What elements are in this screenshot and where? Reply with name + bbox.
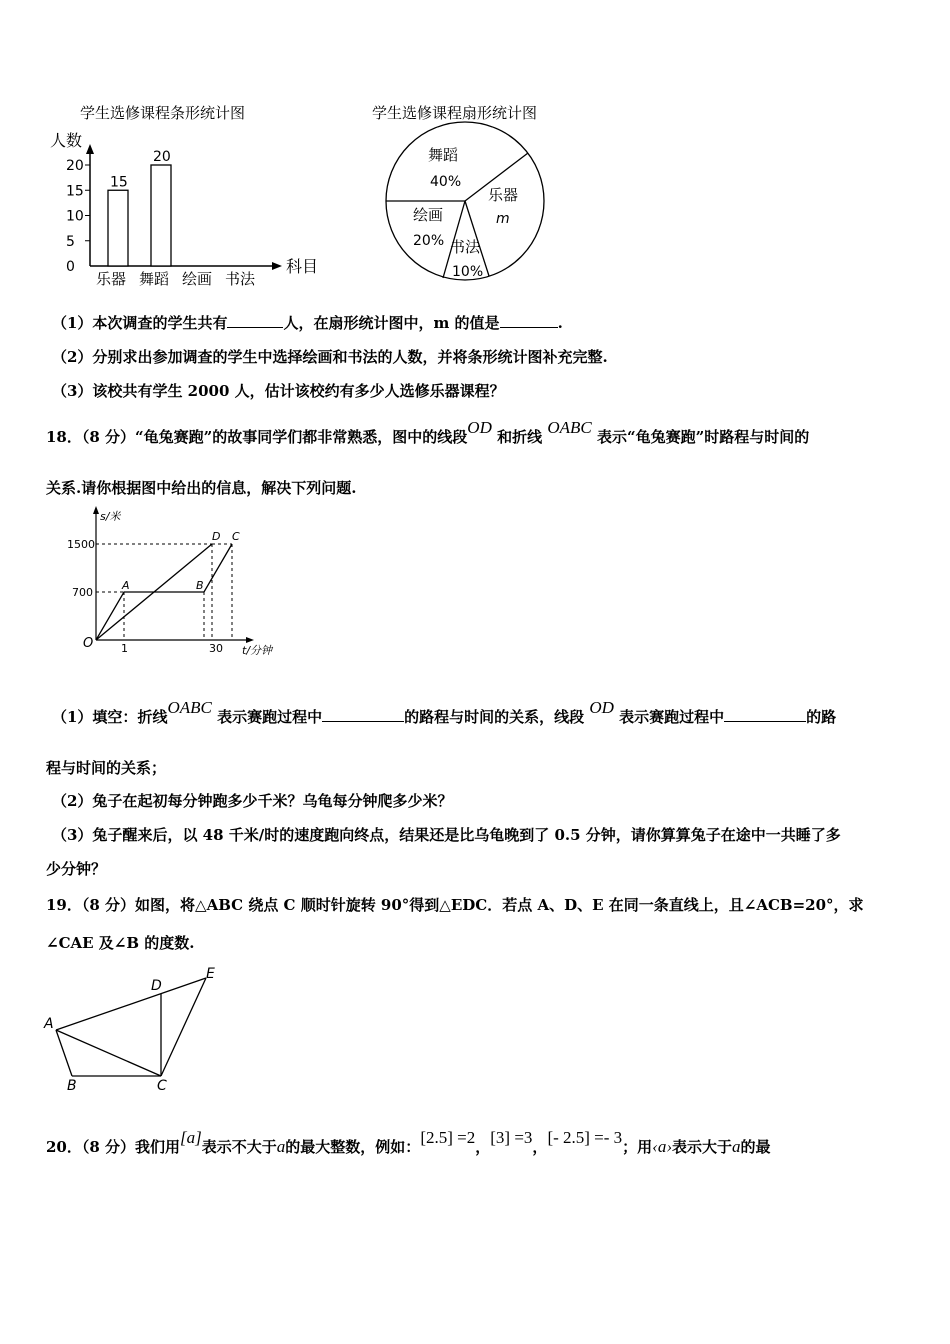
pie-slice-value: 20%: [413, 233, 445, 249]
q19-stem-line2: ∠CAE 及∠B 的度数.: [46, 934, 195, 952]
bar-chart-ytick: 15: [66, 183, 84, 200]
bar-chart-xtick: 乐器: [96, 270, 127, 288]
race-graph-ytick: 1500: [67, 538, 95, 551]
pie-slice-label: 绘画: [413, 206, 444, 224]
race-graph: [67, 504, 290, 664]
race-graph-y-label: s/米: [100, 510, 121, 523]
example-1: [2.5] =2: [420, 1128, 476, 1147]
bar-chart-ytick: 20: [66, 158, 84, 174]
bar-value-label: 15: [110, 174, 128, 191]
bar-chart-x-arrow: [272, 262, 282, 270]
bar-chart-ylabel: 人数: [50, 131, 83, 150]
vertex-label: B: [67, 1078, 77, 1094]
point-label: A: [122, 579, 130, 592]
vertex-label: C: [157, 1078, 167, 1094]
ceil-symbol: ‹a›: [652, 1137, 673, 1156]
pie-slice-value: 40%: [430, 174, 462, 190]
bar-chart-xlabel: 科目: [286, 257, 319, 276]
polyline-oabc: OABC: [547, 418, 592, 437]
vertex-label: A: [44, 1016, 54, 1032]
floor-symbol: [a]: [180, 1128, 202, 1147]
pie-slice-label: 书法: [450, 238, 481, 256]
pie-slice-label: 舞蹈: [428, 146, 459, 164]
q20-stem: 20．（8 分）我们用[a]表示不大于a的最大整数，例如：[2.5] =2，[3] =3，[- 2.5] =- 3；用‹a›表示大于a的最: [46, 1128, 771, 1156]
answer-blank[interactable]: [724, 709, 806, 722]
race-graph-ytick: 700: [72, 586, 93, 599]
q17-part2: （2）分别求出参加调查的学生中选择绘画和书法的人数，并将条形统计图补充完整.: [52, 348, 608, 366]
segment-ec: [161, 978, 206, 1076]
triangle-figure: [40, 962, 230, 1094]
segment-od: OD: [467, 418, 492, 437]
answer-blank[interactable]: [322, 709, 404, 722]
point-label: B: [196, 579, 204, 592]
pie-slice-label: 乐器: [488, 186, 519, 204]
point-label: D: [212, 530, 221, 543]
pie-chart-title: 学生选修课程扇形统计图: [372, 104, 538, 122]
point-label: C: [232, 530, 240, 543]
segment-ae: [56, 978, 206, 1030]
bar-chart-xtick: 绘画: [182, 270, 213, 288]
pie-slice-value: 10%: [452, 264, 484, 280]
q18-part1-cont: 程与时间的关系；: [46, 759, 167, 777]
race-graph-origin: O: [83, 636, 94, 651]
race-graph-x-arrow: [246, 637, 254, 643]
bar-chart: [44, 128, 334, 293]
segment-ab: [56, 1030, 72, 1076]
pie-chart: [380, 120, 552, 282]
race-graph-xtick: 30: [209, 642, 223, 655]
bar-1: [108, 190, 128, 266]
bar-chart-ytick: 0: [66, 259, 75, 275]
race-graph-y-arrow: [93, 506, 99, 514]
bar-chart-ytick: 5: [66, 233, 75, 250]
q17-part3: （3）该校共有学生 2000 人，估计该校约有多少人选修乐器课程？: [52, 382, 505, 400]
example-3: [- 2.5] =- 3: [547, 1128, 623, 1147]
vertex-label: E: [206, 966, 215, 982]
answer-blank[interactable]: [500, 315, 558, 328]
race-graph-x-label: t/分钟: [242, 644, 273, 657]
q19-stem-line1: 19．（8 分）如图，将△ABC 绕点 C 顺时针旋转 90°得到△EDC．若点 A、D、E 在同一条直线上，且∠ACB=20°，求: [46, 896, 864, 914]
segment-ac: [56, 1030, 161, 1076]
q18-stem-line1: 18．（8 分）“龟兔赛跑”的故事同学们都非常熟悉，图中的线段OD 和折线 OABC 表示“龟兔赛跑”时路程与时间的: [46, 418, 810, 446]
bar-chart-title: 学生选修课程条形统计图: [80, 104, 246, 122]
example-2: [3] =3: [490, 1128, 533, 1147]
bar-value-label: 20: [153, 149, 171, 165]
bar-chart-xtick: 舞蹈: [139, 270, 170, 288]
q18-part1: （1）填空：折线OABC 表示赛跑过程中 的路程与时间的关系，线段 OD 表示赛跑过程中 的路: [52, 698, 837, 726]
answer-blank[interactable]: [227, 315, 283, 328]
bar-chart-ytick: 10: [66, 208, 84, 225]
bar-chart-xtick: 书法: [225, 270, 256, 288]
q18-part3: （3）兔子醒来后，以 48 千米/时的速度跑向终点，结果还是比乌龟晚到了 0.5 分钟，请你算算兔子在途中一共睡了多: [52, 826, 841, 844]
bar-chart-y-arrow: [86, 144, 94, 154]
q18-stem-line2: 关系.请你根据图中给出的信息，解决下列问题.: [46, 479, 357, 497]
q18-part2: （2）兔子在起初每分钟跑多少千米？乌龟每分钟爬多少米？: [52, 792, 453, 810]
q18-part3-cont: 少分钟？: [46, 860, 107, 878]
race-graph-xtick: 1: [121, 642, 128, 655]
q17-part1: （1）本次调查的学生共有 人，在扇形统计图中，m 的值是 .: [52, 314, 563, 332]
pie-slice-value: m: [496, 211, 510, 227]
vertex-label: D: [151, 978, 162, 994]
bar-2: [151, 165, 171, 266]
